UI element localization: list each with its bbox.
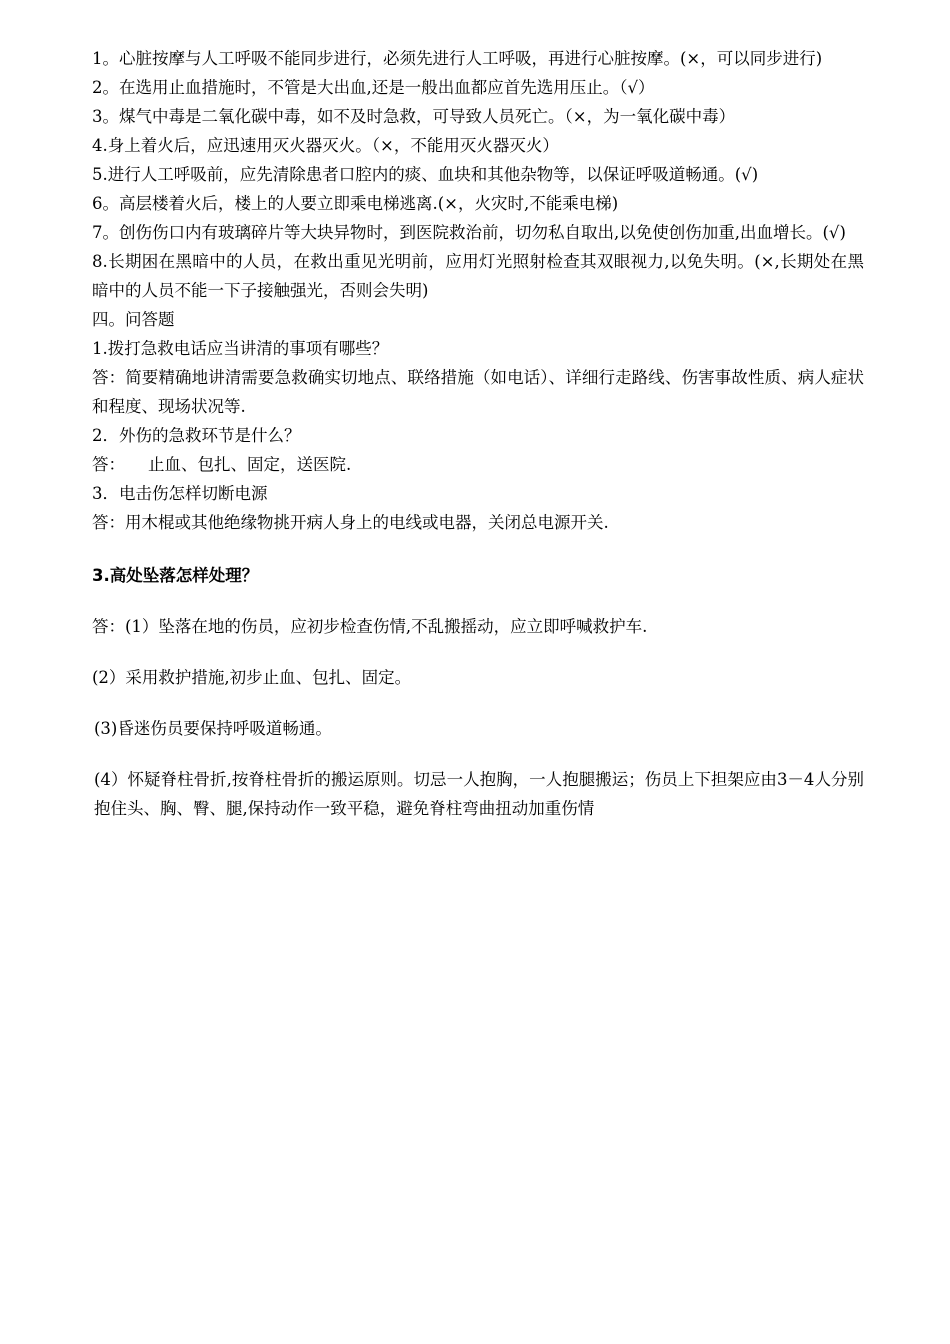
section-title: 四。问答题 [92, 310, 175, 329]
tf-item-3: 3。煤气中毒是二氧化碳中毒，如不及时急救，可导致人员死亡。（×，为一氧化碳中毒） [92, 107, 736, 126]
tf-item-8: 8.长期困在黑暗中的人员，在救出重见光明前，应用灯光照射检查其双眼视力,以免失明。(×,长期处在黑暗中的人员不能一下子接触强光，否则会失明) [92, 252, 864, 300]
fall-step-3: (3)昏迷伤员要保持呼吸道畅通。 [94, 719, 332, 738]
tf-item-5: 5.进行人工呼吸前，应先清除患者口腔内的痰、血块和其他杂物等，以保证呼吸道畅通。(√) [92, 165, 759, 184]
tf-item-4: 4.身上着火后，应迅速用灭火器灭火。（×，不能用灭火器灭火） [92, 136, 559, 155]
answer-label: 答： [92, 455, 125, 474]
fall-step-2: (2）采用救护措施,初步止血、包扎、固定。 [92, 668, 412, 687]
fall-step-1: 答：(1）坠落在地的伤员，应初步检查伤情,不乱搬摇动，应立即呼喊救护车. [92, 617, 648, 636]
qa-answer-1: 答：简要精确地讲清需要急救确实切地点、联络措施（如电话）、详细行走路线、伤害事故性质、病人症状和程度、现场状况等. [92, 368, 864, 416]
tf-item-2: 2。在选用止血措施时，不管是大出血,还是一般出血都应首先选用压止。（√） [92, 78, 655, 97]
qa-answer-2 [92, 450, 864, 479]
fall-section-title: 3.高处坠落怎样处理？ [92, 566, 259, 585]
qa-question-3: 3．电击伤怎样切断电源 [92, 484, 268, 503]
qa-answer-3: 答：用木棍或其他绝缘物挑开病人身上的电线或电器，关闭总电源开关. [92, 513, 609, 532]
document-page [92, 44, 864, 823]
qa-question-1: 1.拨打急救电话应当讲清的事项有哪些？ [92, 339, 389, 358]
fall-step-4: (4）怀疑脊柱骨折,按脊柱骨折的搬运原则。切忌一人抱胸，一人抱腿搬运；伤员上下担架应由3－4人分别抱住头、胸、臀、腿,保持动作一致平稳，避免脊柱弯曲扭动加重伤情 [94, 770, 864, 818]
qa-question-2: 2．外伤的急救环节是什么？ [92, 426, 301, 445]
tf-item-6: 6。高层楼着火后，楼上的人要立即乘电梯逃离.(×，火灾时,不能乘电梯) [92, 194, 619, 213]
tf-item-1: 1。心脏按摩与人工呼吸不能同步进行，必须先进行人工呼吸，再进行心脏按摩。(×，可以同步进行) [92, 49, 823, 68]
tf-item-7: 7。创伤伤口内有玻璃碎片等大块异物时，到医院救治前，切勿私自取出,以免使创伤加重,出血增长。(√) [92, 223, 846, 242]
answer-text: 止血、包扎、固定，送医院. [148, 455, 352, 474]
